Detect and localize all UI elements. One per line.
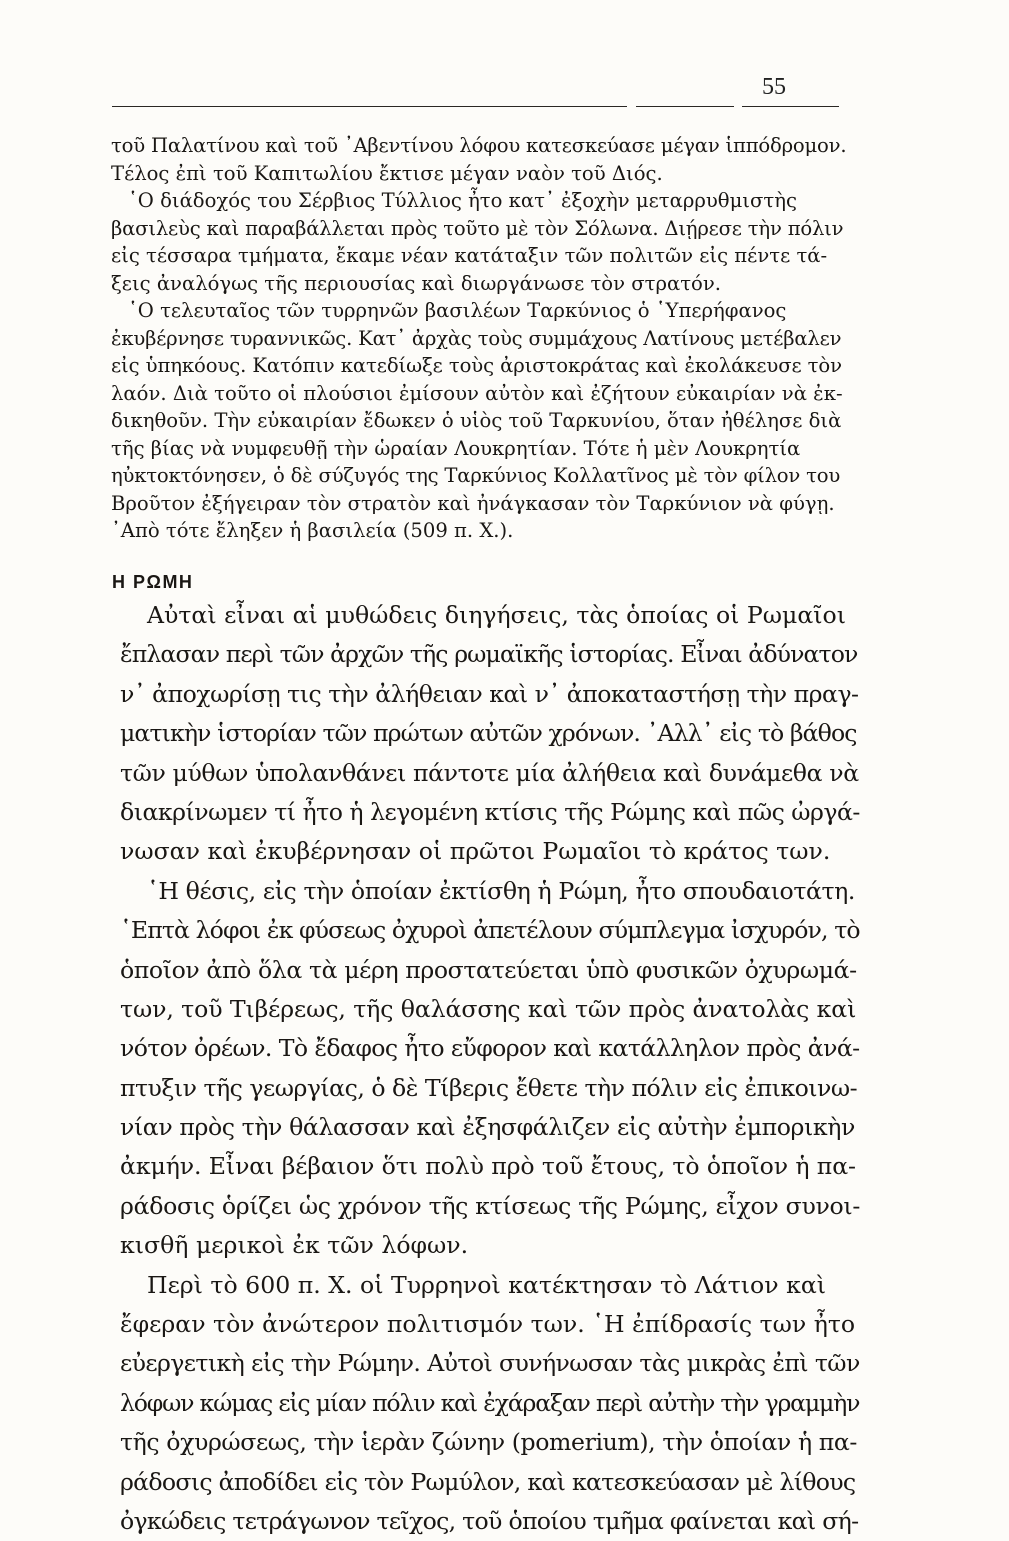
header-rule xyxy=(112,106,627,107)
small-print-paragraphs xyxy=(111,132,846,545)
text-line: Τέλος ἐπὶ τοῦ Καπιτωλίου ἔκτισε μέγαν ναὸν τοῦ Διός. xyxy=(111,161,663,185)
text-line: Βροῦτον ἐξήγειραν τὸν στρατὸν καὶ ἠνάγκασαν τὸν Ταρκύνιον νὰ φύγῃ. xyxy=(111,491,835,515)
text-line: ράδοσις ὁρίζει ὡς χρόνον τῆς κτίσεως τῆς Ρώμης, εἶχον συνοι- xyxy=(120,1191,861,1220)
text-line: ματικὴν ἱστορίαν τῶν πρώτων αὐτῶν χρόνων. ᾿Αλλ᾿ εἰς τὸ βάθος xyxy=(120,719,857,748)
text-line: ῾Η θέσις, εἰς τὴν ὁποίαν ἐκτίσθη ἡ Ρώμη, ἦτο σπουδαιοτάτη. xyxy=(147,876,856,905)
page-number: 55 xyxy=(762,74,786,100)
text-line: εἰς τέσσαρα τμήματα, ἔκαμε νέαν κατάταξιν τῶν πολιτῶν εἰς πέντε τά- xyxy=(111,244,828,267)
text-line: ῾Ο τελευταῖος τῶν τυρρηνῶν βασιλέων Ταρκύνιος ὁ ῾Υπερήφανος xyxy=(128,299,787,322)
text-line: ἔφεραν τὸν ἀνώτερον πολιτισμόν των. ῾Η ἐπίδρασίς των ἦτο xyxy=(120,1310,856,1339)
text-line: διακρίνωμεν τί ἦτο ἡ λεγομένη κτίσις τῆς Ρώμης καὶ πῶς ὠργά- xyxy=(120,797,860,826)
main-paragraphs xyxy=(120,596,860,1541)
text-line: ἐκυβέρνησε τυραννικῶς. Κατ᾿ ἀρχὰς τοὺς συμμάχους Λατίνους μετέβαλεν xyxy=(111,326,842,350)
text-line: τοῦ Παλατίνου καὶ τοῦ ᾿Αβεντίνου λόφου κατεσκεύασε μέγαν ἱππόδρομον. xyxy=(111,134,847,157)
text-line: τῆς ὀχυρώσεως, τὴν ἱερὰν ζώνην (pomerium), τὴν ὁποίαν ἡ πα- xyxy=(120,1428,857,1457)
text-line: ῾Ο διάδοχός του Σέρβιος Τύλλιος ἦτο κατ᾿ ἐξοχὴν μεταρρυθμιστὴς xyxy=(128,189,797,212)
text-line: ν᾿ ἀποχωρίσῃ τις τὴν ἀλήθειαν καὶ ν᾿ ἀποκαταστήσῃ τὴν πραγ- xyxy=(120,679,859,708)
text-line: λόφων κώμας εἰς μίαν πόλιν καὶ ἐχάραξαν περὶ αὐτὴν τὴν γραμμὴν xyxy=(120,1388,860,1417)
text-line: νότον ὀρέων. Τὸ ἔδαφος ἦτο εὔφορον καὶ κατάλληλον πρὸς ἀνά- xyxy=(120,1034,860,1063)
text-line: ῾Επτὰ λόφοι ἐκ φύσεως ὀχυροὶ ἀπετέλουν σύμπλεγμα ἰσχυρόν, τὸ xyxy=(120,916,860,945)
text-line: ηὐκτοκτόνησεν, ὁ δὲ σύζυγός της Ταρκύνιος Κολλατῖνος μὲ τὸν φίλον του xyxy=(111,464,841,487)
text-line: ξεις ἀναλόγως τῆς περιουσίας καὶ διωργάνωσε τὸν στρατόν. xyxy=(111,271,721,295)
text-line: ᾿Απὸ τότε ἔληξεν ἡ βασιλεία (509 π. Χ.). xyxy=(111,519,514,542)
text-line: ὁποῖον ἀπὸ ὅλα τὰ μέρη προστατεύεται ὑπὸ φυσικῶν ὀχυρωμά- xyxy=(120,955,857,984)
text-line: τῆς βίας νὰ νυμφευθῇ τὴν ὡραίαν Λουκρητίαν. Τότε ἡ μὲν Λουκρητία xyxy=(111,436,801,460)
text-line: λαόν. Διὰ τοῦτο οἱ πλούσιοι ἐμίσουν αὐτὸν καὶ ἐζήτουν εὐκαιρίαν νὰ ἐκ- xyxy=(111,381,843,405)
text-line: των, τοῦ Τιβέρεως, τῆς θαλάσσης καὶ τῶν πρὸς ἀνατολὰς καὶ xyxy=(120,994,857,1023)
section-heading: Η ΡΩΜΗ xyxy=(112,572,194,592)
text-line: νίαν πρὸς τὴν θάλασσαν καὶ ἐξησφάλιζεν εἰς αὐτὴν ἐμπορικὴν xyxy=(120,1113,855,1142)
text-line: νωσαν καὶ ἐκυβέρνησαν οἱ πρῶτοι Ρωμαῖοι τὸ κράτος των. xyxy=(120,837,831,866)
text-line: εἰς ὑπηκόους. Κατόπιν κατεδίωξε τοὺς ἀριστοκράτας καὶ ἐκολάκευσε τὸν xyxy=(111,354,842,377)
text-line: πτυξιν τῆς γεωργίας, ὁ δὲ Τίβερις ἔθετε τὴν πόλιν εἰς ἐπικοινω- xyxy=(120,1073,858,1102)
text-line: ἔπλασαν περὶ τῶν ἀρχῶν τῆς ρωμαϊκῆς ἱστορίας. Εἶναι ἀδύνατον xyxy=(120,640,858,669)
text-line: εὐεργετικὴ εἰς τὴν Ρώμην. Αὐτοὶ συνήνωσαν τὰς μικρὰς ἐπὶ τῶν xyxy=(120,1349,860,1378)
text-line: δικηθοῦν. Τὴν εὐκαιρίαν ἔδωκεν ὁ υἱὸς τοῦ Ταρκυνίου, ὅταν ἠθέλησε διὰ xyxy=(111,409,842,432)
text-line: ὀγκώδεις τετράγωνον τεῖχος, τοῦ ὁποίου τμῆμα φαίνεται καὶ σή- xyxy=(120,1506,859,1535)
header-rule xyxy=(742,106,839,107)
header-rule xyxy=(636,106,734,107)
text-line: Αὐταὶ εἶναι αἱ μυθώδεις διηγήσεις, τὰς ὁποίας οἱ Ρωμαῖοι xyxy=(147,601,846,629)
text-line: ἀκμήν. Εἶναι βέβαιον ὅτι πολὺ πρὸ τοῦ ἔτους, τὸ ὁποῖον ἡ πα- xyxy=(120,1152,856,1181)
text-line: Περὶ τὸ 600 π. Χ. οἱ Τυρρηνοὶ κατέκτησαν τὸ Λάτιον καὶ xyxy=(147,1270,826,1299)
text-line: κισθῆ μερικοὶ ἐκ τῶν λόφων. xyxy=(120,1231,469,1260)
text-line: τῶν μύθων ὑπολανθάνει πάντοτε μία ἀλήθεια καὶ δυνάμεθα νὰ xyxy=(120,758,859,787)
text-line: ράδοσις ἀποδίδει εἰς τὸν Ρωμύλον, καὶ κατεσκεύασαν μὲ λίθους xyxy=(120,1467,856,1496)
text-line: βασιλεὺς καὶ παραβάλλεται πρὸς τοῦτο μὲ τὸν Σόλωνα. Διῄρεσε τὴν πόλιν xyxy=(111,216,844,240)
